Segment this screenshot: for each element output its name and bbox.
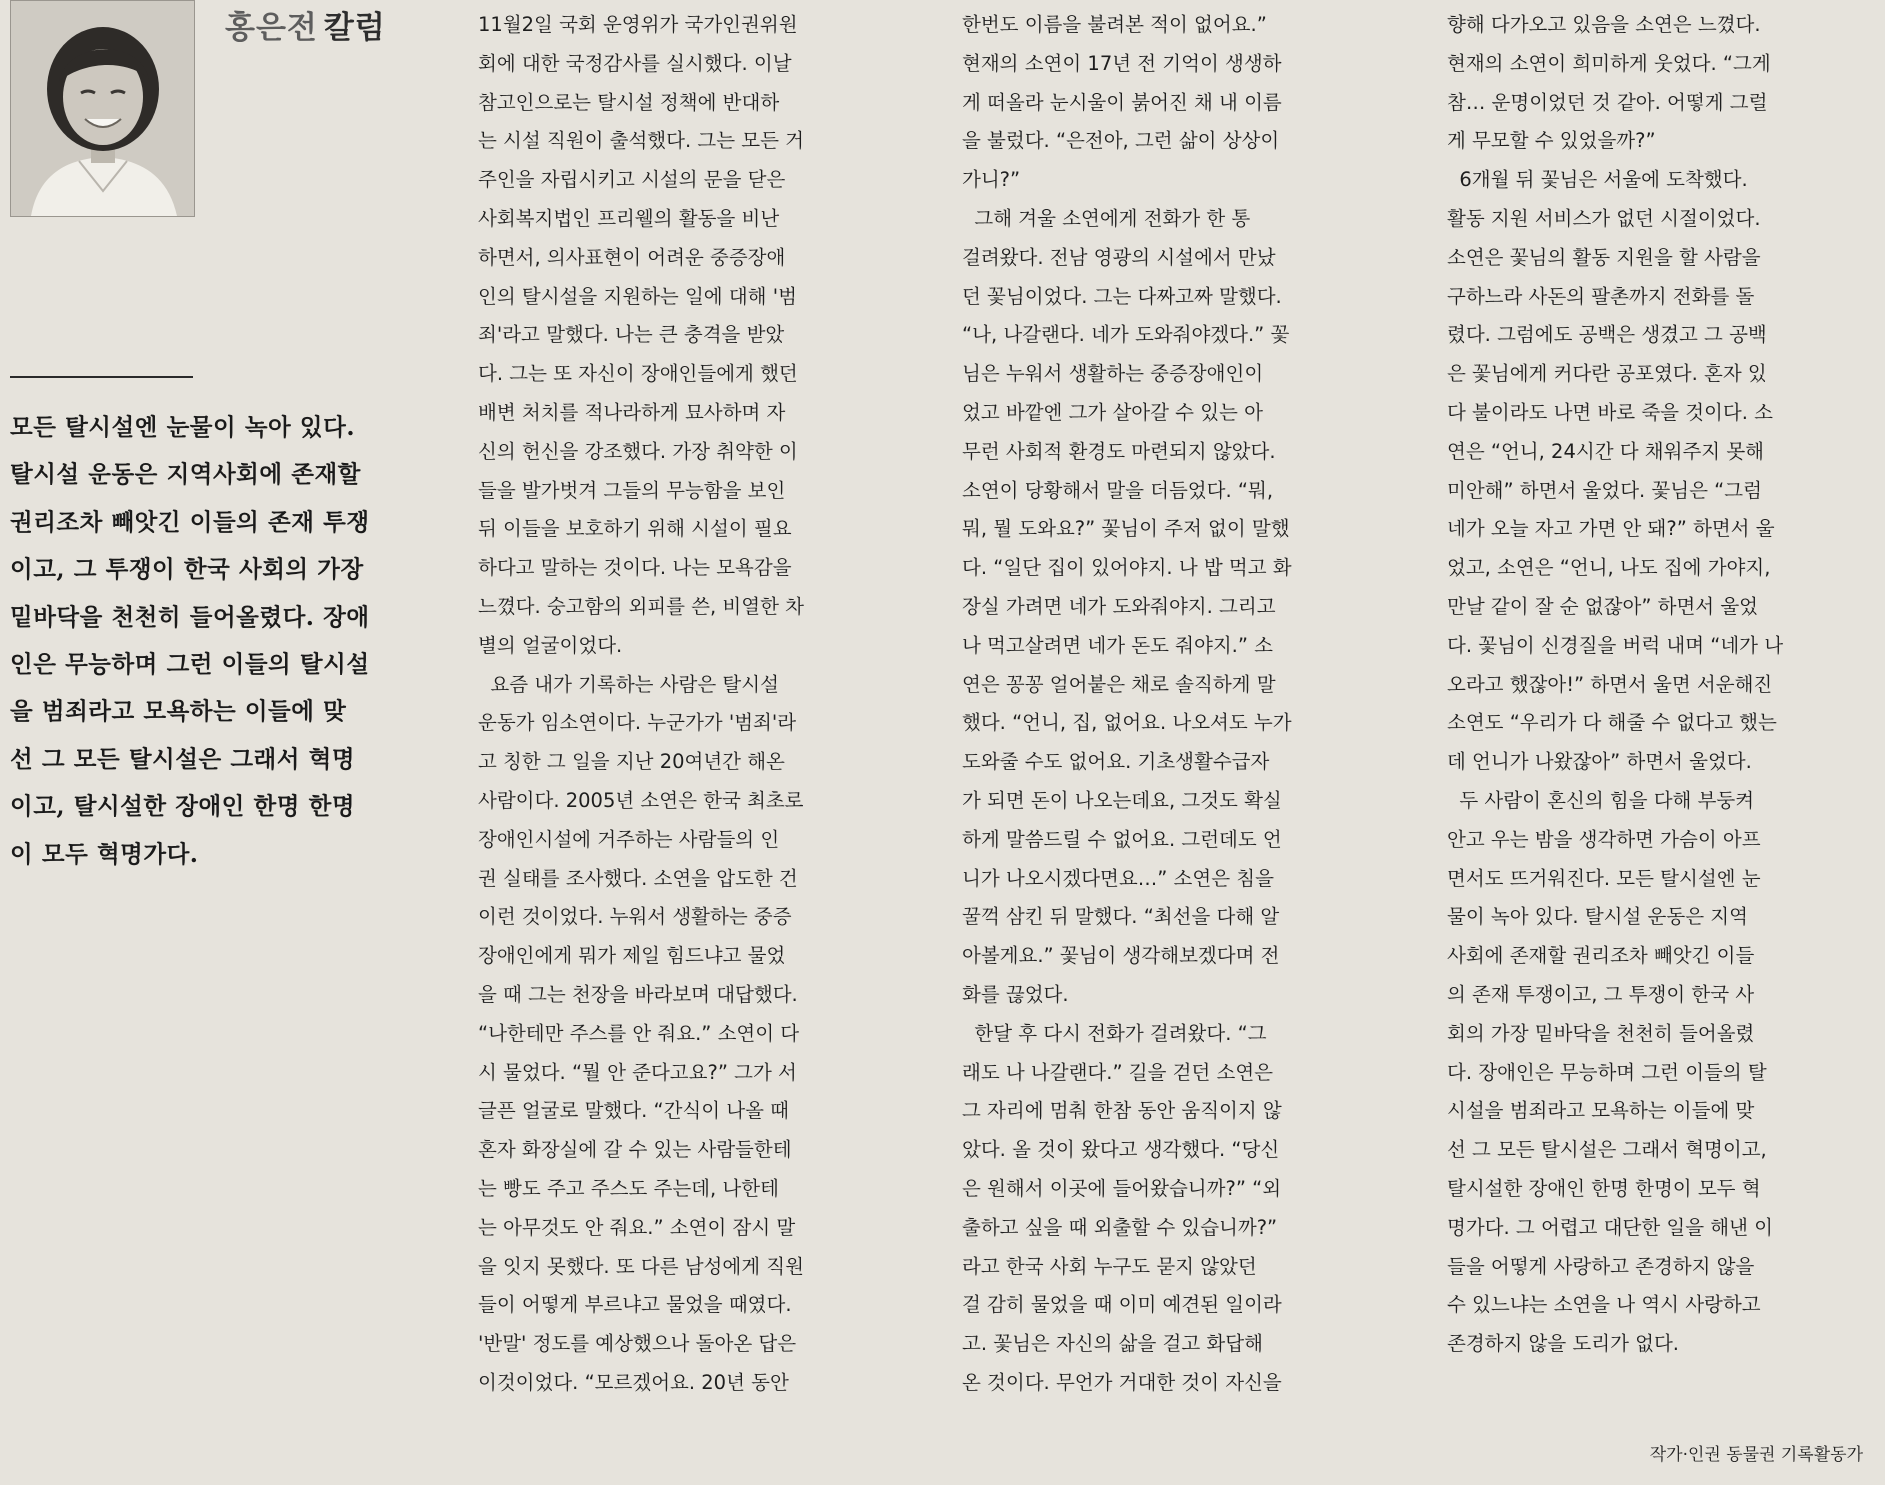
author-name: 홍은전	[225, 10, 318, 46]
pull-quote: 모든 탈시설엔 눈물이 녹아 있다. 탈시설 운동은 지역사회에 존재할 권리조차 빼앗긴 이들의 존재 투쟁 이고, 그 투쟁이 한국 사회의 가장 밑바닥을 천천히 들어올렸다. 장애 인은 무능하며 그런 이들의 탈시설 을 범죄라고 모욕하는 이들에 맞 선 그 모든 탈시설은 그래서 혁명 이고, 탈시설한 장애인 한명 한명 이 모두 혁명가다.	[10, 413, 370, 868]
column-byline	[225, 2, 386, 47]
author-photo	[10, 0, 195, 217]
author-credit: 작가·인권 동물권 기록활동가	[1649, 1445, 1863, 1465]
column-sidebar	[10, 0, 450, 1485]
article-column-2: 한번도 이름을 불려본 적이 없어요.” 현재의 소연이 17년 전 기억이 생생하 게 떠올라 눈시울이 붉어진 채 내 이름 을 불렀다. “은전아, 그런 삶이 상상이 가니?” 그해 겨울 소연에게 전화가 한 통 걸려왔다. 전남 영광의 시설에서 만났 던 꽃님이었다. 그는 다짜고짜 말했다. “나, 나갈랜다. 네가 도와줘야겠다.” 꽃 님은 누워서 생활하는 중증장애인이 었고 바깥엔 그가 살아갈 수 있는 아 무런 사회적 환경도 마련되지 않았다. 소연이 당황해서 말을 더듬었다. “뭐, 뭐, 뭘 도와요?” 꽃님이 주저 없이 말했 다. “일단 집이 있어야지. 나 밥 먹고 화 장실 가려면 네가 도와줘야지. 그리고 나 먹고살려면 네가 돈도 줘야지.” 소 연은 꽁꽁 얼어붙은 채로 솔직하게 말 했다. “언니, 집, 없어요. 나오셔도 누가 도와줄 수도 없어요. 기초생활수급자 가 되면 돈이 나오는데요, 그것도 확실 하게 말씀드릴 수 없어요. 그런데도 언 니가 나오시겠다면요…” 소연은 침을 꿀꺽 삼킨 뒤 말했다. “최선을 다해 알 아볼게요.” 꽃님이 생각해보겠다며 전 화를 끊었다. 한달 후 다시 전화가 걸려왔다. “그 래도 나 나갈랜다.” 길을 걷던 소연은 그 자리에 멈춰 한참 동안 움직이지 않 았다. 올 것이 왔다고 생각했다. “당신 은 원해서 이곳에 들어왔습니까?” “외 출하고 싶을 때 외출할 수 있습니까?” 라고 한국 사회 누구도 묻지 않았던 걸 감히 물었을 때 이미 예견된 일이라 고. 꽃님은 자신의 삶을 걸고 화답해 온 것이다. 무언가 거대한 것이 자신을	[962, 13, 1292, 1394]
article-column-1: 11월2일 국회 운영위가 국가인권위원 회에 대한 국정감사를 실시했다. 이날 참고인으로는 탈시설 정책에 반대하 는 시설 직원이 출석했다. 그는 모든 거 주인을 자립시키고 시설의 문을 닫은 사회복지법인 프리웰의 활동을 비난 하면서, 의사표현이 어려운 중증장애 인의 탈시설을 지원하는 일에 대해 '범 죄'라고 말했다. 나는 큰 충격을 받았 다. 그는 또 자신이 장애인들에게 했던 배변 처치를 적나라하게 묘사하며 자 신의 헌신을 강조했다. 가장 취약한 이 들을 발가벗겨 그들의 무능함을 보인 뒤 이들을 보호하기 위해 시설이 필요 하다고 말하는 것이다. 나는 모욕감을 느꼈다. 숭고함의 외피를 쓴, 비열한 차 별의 얼굴이었다. 요즘 내가 기록하는 사람은 탈시설 운동가 임소연이다. 누군가가 '범죄'라 고 칭한 그 일을 지난 20여년간 해온 사람이다. 2005년 소연은 한국 최초로 장애인시설에 거주하는 사람들의 인 권 실태를 조사했다. 소연을 압도한 건 이런 것이었다. 누워서 생활하는 중증 장애인에게 뭐가 제일 힘드냐고 물었 을 때 그는 천장을 바라보며 대답했다. “나한테만 주스를 안 줘요.” 소연이 다 시 물었다. “뭘 안 준다고요?” 그가 서 글픈 얼굴로 말했다. “간식이 나올 때 혼자 화장실에 갈 수 있는 사람들한테 는 빵도 주고 주스도 주는데, 나한테 는 아무것도 안 줘요.” 소연이 잠시 말 을 잇지 못했다. 또 다른 남성에게 직원 들이 어떻게 부르냐고 물었을 때였다. '반말' 정도를 예상했으나 돌아온 답은 이것이었다. “모르겠어요. 20년 동안	[478, 13, 804, 1394]
pull-quote-divider	[10, 376, 193, 378]
author-portrait-image	[11, 1, 194, 216]
column-label: 칼럼	[323, 10, 386, 46]
article-column-3: 향해 다가오고 있음을 소연은 느꼈다. 현재의 소연이 희미하게 웃었다. “그게 참… 운명이었던 것 같아. 어떻게 그럴 게 무모할 수 있었을까?” 6개월 뒤 꽃님은 서울에 도착했다. 활동 지원 서비스가 없던 시절이었다. 소연은 꽃님의 활동 지원을 할 사람을 구하느라 사돈의 팔촌까지 전화를 돌 렸다. 그럼에도 공백은 생겼고 그 공백 은 꽃님에게 커다란 공포였다. 혼자 있 다 불이라도 나면 바로 죽을 것이다. 소 연은 “언니, 24시간 다 채워주지 못해 미안해” 하면서 울었다. 꽃님은 “그럼 네가 오늘 자고 가면 안 돼?” 하면서 울 었고, 소연은 “언니, 나도 집에 가야지, 만날 같이 잘 순 없잖아” 하면서 울었 다. 꽃님이 신경질을 버럭 내며 “네가 나 오라고 했잖아!” 하면서 울면 서운해진 소연도 “우리가 다 해줄 수 없다고 했는 데 언니가 나왔잖아” 하면서 울었다. 두 사람이 혼신의 힘을 다해 부둥켜 안고 우는 밤을 생각하면 가슴이 아프 면서도 뜨거워진다. 모든 탈시설엔 눈 물이 녹아 있다. 탈시설 운동은 지역 사회에 존재할 권리조차 빼앗긴 이들 의 존재 투쟁이고, 그 투쟁이 한국 사 회의 가장 밑바닥을 천천히 들어올렸 다. 장애인은 무능하며 그런 이들의 탈 시설을 범죄라고 모욕하는 이들에 맞 선 그 모든 탈시설은 그래서 혁명이고, 탈시설한 장애인 한명 한명이 모두 혁 명가다. 그 어렵고 대단한 일을 해낸 이 들을 어떻게 사랑하고 존경하지 않을 수 있느냐는 소연을 나 역시 사랑하고 존경하지 않을 도리가 없다.	[1447, 13, 1784, 1356]
